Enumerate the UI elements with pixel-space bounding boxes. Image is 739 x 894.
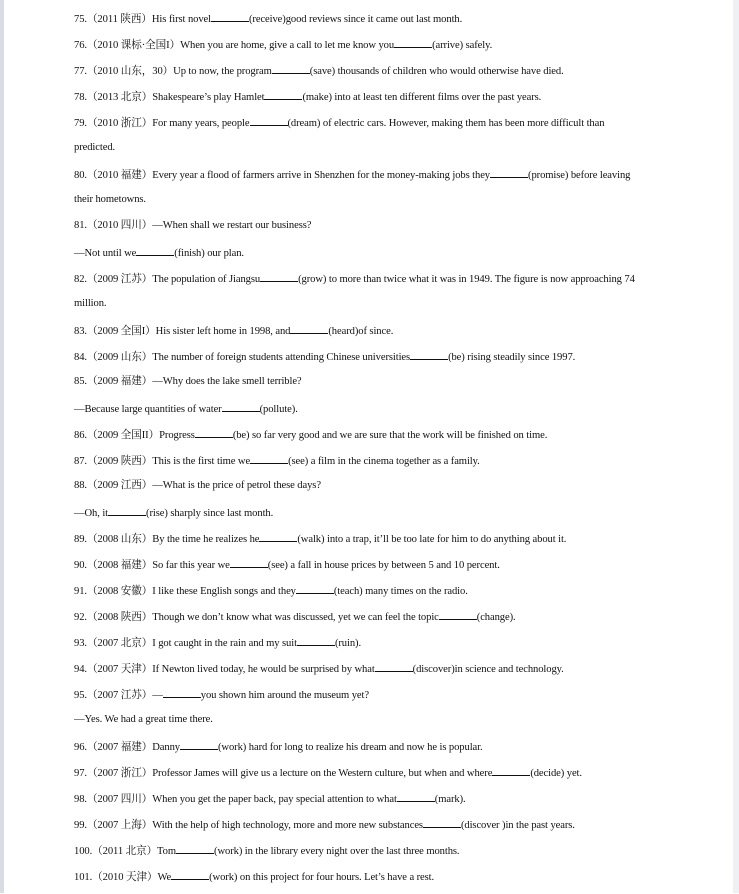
line-text-before-blank: 93.（2007 北京）I got caught in the rain and my suit [74, 638, 297, 649]
answer-blank[interactable] [439, 608, 477, 620]
line-text-after-blank: (see) a film in the cinema together as a family. [288, 456, 480, 467]
exercise-list [74, 10, 725, 894]
exercise-line [74, 270, 725, 296]
exercise-line [74, 348, 725, 374]
answer-blank[interactable] [290, 322, 328, 334]
line-text: predicted. [74, 142, 116, 153]
line-text-before-blank: 84.（2009 山东）The number of foreign students attending Chinese universities [74, 352, 411, 363]
line-text-after-blank: (heard)of since. [328, 326, 394, 337]
line-text-after-blank: (walk) into a trap, it’ll be too late for him to do anything about it. [297, 534, 567, 545]
line-text-before-blank: —Not until we [74, 248, 137, 259]
line-text-before-blank: 83.（2009 全国I）His sister left home in 1998, and [74, 326, 291, 337]
line-text-before-blank: 96.（2007 福建）Danny [74, 742, 180, 753]
line-text-after-blank: (save) thousands of children who would otherwise have died. [309, 66, 564, 77]
line-text-before-blank: 89.（2008 山东）By the time he realizes he [74, 534, 260, 545]
line-text-after-blank: (pollute). [259, 404, 298, 415]
answer-blank[interactable] [296, 582, 334, 594]
answer-blank[interactable] [180, 738, 218, 750]
exercise-line [74, 218, 725, 244]
line-text-after-blank: (grow) to more than twice what it was in 1949. The figure is now approaching 74 [298, 274, 635, 285]
line-text-after-blank: (promise) before leaving [528, 170, 631, 181]
line-text: 88.（2009 江西）—What is the price of petrol these days? [74, 480, 321, 491]
line-text-before-blank: 94.（2007 天津）If Newton lived today, he would be surprised by what [74, 664, 375, 675]
line-text-after-blank: (discover)in science and technology. [412, 664, 564, 675]
answer-blank[interactable] [397, 790, 435, 802]
line-text-after-blank: (discover )in the past years. [460, 820, 575, 831]
exercise-line [74, 738, 725, 764]
answer-blank[interactable] [250, 114, 288, 126]
line-text-after-blank: (teach) many times on the radio. [333, 586, 468, 597]
exercise-line [74, 10, 725, 36]
line-text-before-blank: 75.（2011 陕西）His first novel [74, 14, 211, 25]
exercise-line [74, 504, 725, 530]
exercise-line [74, 36, 725, 62]
answer-blank[interactable] [211, 10, 249, 22]
line-text-after-blank: (see) a fall in house prices by between 5 and 10 percent. [267, 560, 500, 571]
line-text: their hometowns. [74, 194, 146, 205]
exercise-line [74, 322, 725, 348]
exercise-line [74, 140, 725, 166]
exercise-line [74, 192, 725, 218]
exercise-line [74, 296, 725, 322]
line-text-after-blank: (work) in the library every night over the last three months. [214, 846, 460, 857]
line-text-before-blank: 97.（2007 浙江）Professor James will give us a lecture on the Western culture, but when and where [74, 768, 493, 779]
answer-blank[interactable] [410, 348, 448, 360]
answer-blank[interactable] [171, 868, 209, 880]
answer-blank[interactable] [259, 530, 297, 542]
line-text-before-blank: 78.（2013 北京）Shakespeare’s play Hamlet [74, 92, 265, 103]
line-text-before-blank: 80.（2010 福建）Every year a flood of farmers arrive in Shenzhen for the money-making jobs they [74, 170, 491, 181]
exercise-line [74, 244, 725, 270]
line-text-after-blank: (be) rising steadily since 1997. [448, 352, 576, 363]
exercise-line [74, 764, 725, 790]
exercise-line [74, 660, 725, 686]
line-text-after-blank: (work) hard for long to realize his dream and now he is popular. [218, 742, 483, 753]
exercise-line [74, 556, 725, 582]
line-text-before-blank: 95.（2007 江苏）— [74, 690, 163, 701]
line-text-after-blank: (decide) yet. [530, 768, 582, 779]
line-text-before-blank: 99.（2007 上海）With the help of high technology, more and more new substances [74, 820, 423, 831]
exercise-line [74, 816, 725, 842]
answer-blank[interactable] [394, 36, 432, 48]
exercise-line [74, 790, 725, 816]
exercise-line [74, 166, 725, 192]
exercise-line [74, 374, 725, 400]
line-text-before-blank: 82.（2009 江苏）The population of Jiangsu [74, 274, 261, 285]
line-text-before-blank: 98.（2007 四川）When you get the paper back, pay special attention to what [74, 794, 397, 805]
answer-blank[interactable] [230, 556, 268, 568]
exercise-line [74, 686, 725, 712]
line-text-before-blank: 77.（2010 山东，30）Up to now, the program [74, 66, 272, 77]
line-text-before-blank: 92.（2008 陕西）Though we don’t know what was discussed, yet we can feel the topic [74, 612, 439, 623]
exercise-line [74, 88, 725, 114]
line-text-after-blank: (make) into at least ten different films over the past years. [302, 92, 542, 103]
line-text-after-blank: (receive)good reviews since it came out last month. [248, 14, 463, 25]
answer-blank[interactable] [490, 166, 528, 178]
line-text-after-blank: (work) on this project for four hours. Let’s have a rest. [209, 872, 435, 883]
line-text: 81.（2010 四川）—When shall we restart our business? [74, 220, 312, 231]
answer-blank[interactable] [136, 244, 174, 256]
line-text-after-blank: (rise) sharply since last month. [146, 508, 274, 519]
line-text-after-blank: (change). [476, 612, 516, 623]
exercise-line [74, 114, 725, 140]
answer-blank[interactable] [260, 270, 298, 282]
line-text: —Yes. We had a great time there. [74, 714, 213, 725]
line-text: million. [74, 298, 107, 309]
line-text-after-blank: (finish) our plan. [174, 248, 244, 259]
line-text-before-blank: 90.（2008 福建）So far this year we [74, 560, 230, 571]
exercise-line [74, 634, 725, 660]
line-text-before-blank: —Because large quantities of water [74, 404, 222, 415]
answer-blank[interactable] [375, 660, 413, 672]
answer-blank[interactable] [176, 842, 214, 854]
answer-blank[interactable] [250, 452, 288, 464]
line-text-before-blank: 76.（2010 课标·全国I）When you are home, give a call to let me know you [74, 40, 395, 51]
line-text-before-blank: 86.（2009 全国II）Progress [74, 430, 195, 441]
line-text-before-blank: 100.（2011 北京）Tom [74, 846, 177, 857]
answer-blank[interactable] [423, 816, 461, 828]
line-text-before-blank: —Oh, it [74, 508, 109, 519]
line-text-before-blank: 87.（2009 陕西）This is the first time we [74, 456, 251, 467]
exercise-line [74, 582, 725, 608]
answer-blank[interactable] [108, 504, 146, 516]
line-text-after-blank: (arrive) safely. [432, 40, 493, 51]
exercise-line [74, 452, 725, 478]
answer-blank[interactable] [264, 88, 302, 100]
line-text-after-blank: (mark). [434, 794, 466, 805]
line-text-after-blank: (be) so far very good and we are sure that the work will be finished on time. [232, 430, 548, 441]
answer-blank[interactable] [222, 400, 260, 412]
answer-blank[interactable] [272, 62, 310, 74]
line-text-before-blank: 91.（2008 安徽）I like these English songs and they [74, 586, 296, 597]
exercise-line [74, 400, 725, 426]
exercise-line [74, 62, 725, 88]
exercise-line [74, 868, 725, 894]
exercise-line [74, 478, 725, 504]
line-text-after-blank: (ruin). [334, 638, 362, 649]
exercise-line [74, 842, 725, 868]
answer-blank[interactable] [492, 764, 530, 776]
line-text-before-blank: 79.（2010 浙江）For many years, people [74, 118, 250, 129]
line-text-before-blank: 101.（2010 天津）We [74, 872, 172, 883]
exercise-line [74, 608, 725, 634]
exercise-line [74, 712, 725, 738]
line-text-after-blank: (dream) of electric cars. However, making them has been more difficult than [287, 118, 605, 129]
answer-blank[interactable] [195, 426, 233, 438]
line-text-after-blank: you shown him around the museum yet? [200, 690, 369, 701]
line-text: 85.（2009 福建）—Why does the lake smell terrible? [74, 376, 302, 387]
exercise-line [74, 530, 725, 556]
answer-blank[interactable] [163, 686, 201, 698]
answer-blank[interactable] [297, 634, 335, 646]
exercise-line [74, 426, 725, 452]
